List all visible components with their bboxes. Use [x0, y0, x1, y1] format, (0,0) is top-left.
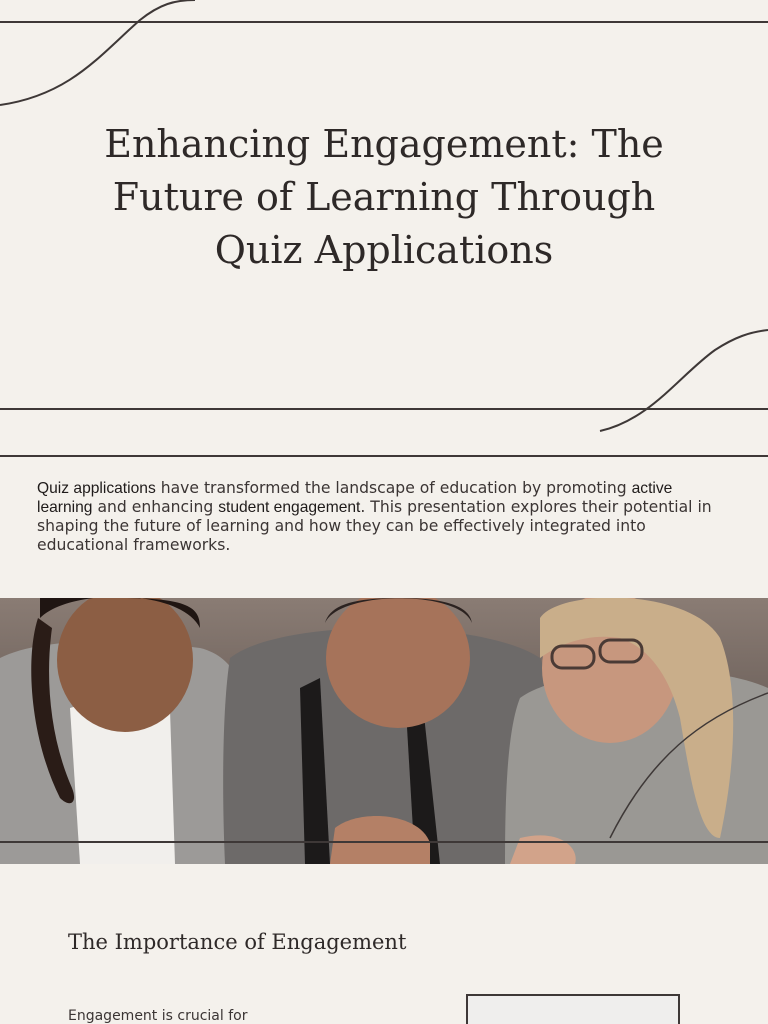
photo-illustration: [0, 598, 768, 864]
page-title: Enhancing Engagement: The Future of Learning Through Quiz Applications: [104, 122, 664, 272]
section-title: The Importance of Engagement: [68, 930, 407, 954]
highlight-quiz-applications: Quiz applications: [37, 480, 156, 497]
highlight-student-engagement: student engagement: [218, 499, 361, 516]
intro-slide: [0, 432, 768, 598]
image-frame: [466, 994, 680, 1024]
photo-bottom-rule: [0, 841, 768, 843]
intro-top-rule: [0, 455, 768, 457]
intro-text-2: and enhancing: [92, 498, 219, 516]
engagement-slide: [0, 888, 768, 1024]
intro-text-1: have transformed the landscape of education by promoting: [155, 479, 632, 497]
title-slide: [0, 0, 768, 432]
intro-paragraph: [37, 479, 717, 555]
group-learning-photo: [0, 598, 768, 864]
section-body: Engagement is crucial for: [68, 1008, 248, 1024]
highlight-active-learning: active learning: [37, 480, 673, 516]
intro-text-3: . This presentation explores their potential in shaping the future of learning and how they can be effectively integrated into educational frameworks.: [37, 498, 712, 554]
